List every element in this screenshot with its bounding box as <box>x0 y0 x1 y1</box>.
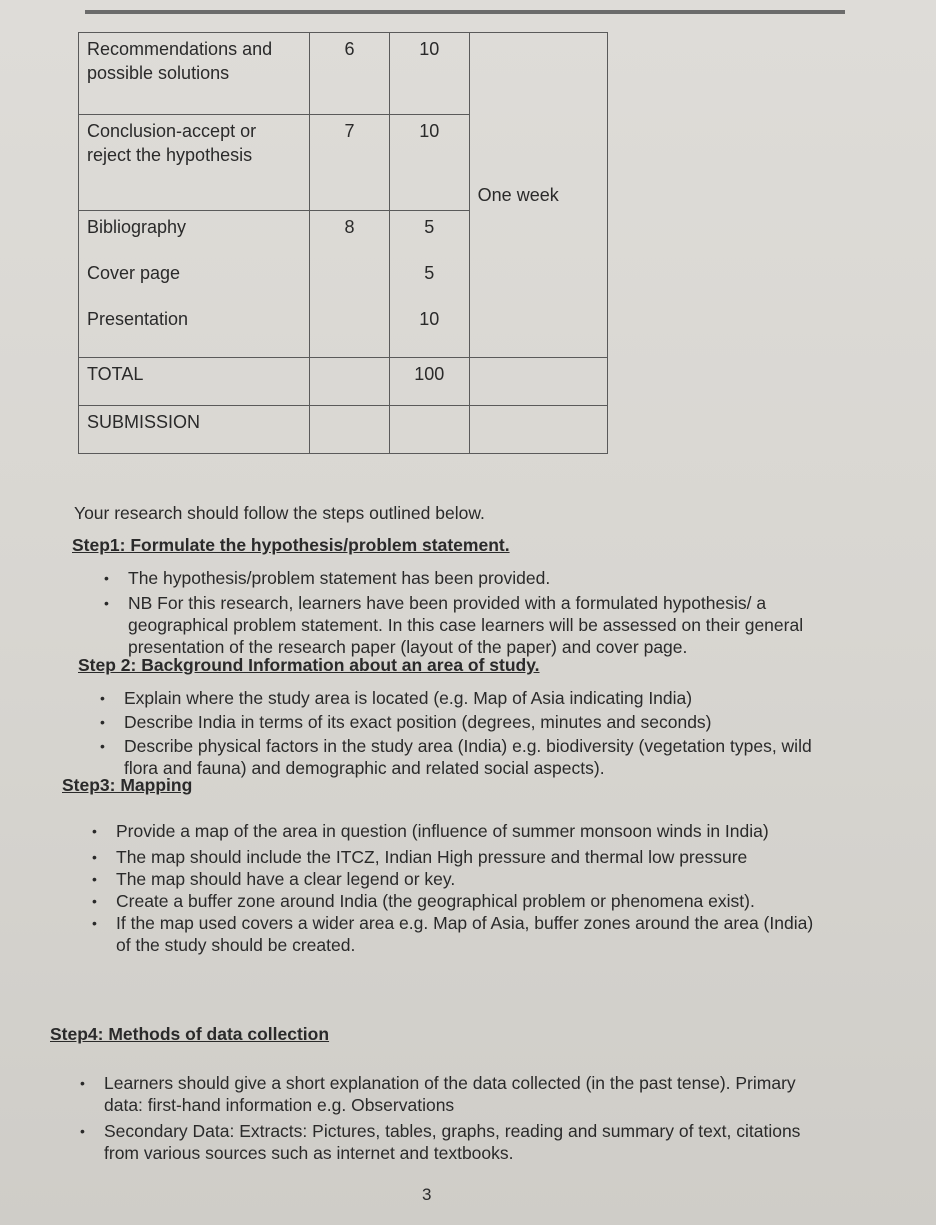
intro-text: Your research should follow the steps outlined below. <box>74 503 485 523</box>
list-item: Cover page <box>87 263 181 283</box>
table-cell-step: 7 <box>310 115 390 211</box>
bullet-icon: • <box>92 823 97 839</box>
table-row <box>79 33 608 115</box>
table-row <box>79 358 608 406</box>
table-cell-empty <box>469 406 607 454</box>
timeframe-cell: One week <box>469 33 607 358</box>
page-number: 3 <box>422 1185 432 1204</box>
table-cell-item: Conclusion-accept or reject the hypothesis <box>79 115 310 211</box>
bullet-icon: • <box>104 595 109 611</box>
list-item: Presentation <box>87 309 189 329</box>
list-item: • Learners should give a short explanation of the data collected (in the past tense). Primary data: first-hand information e.g. Observations <box>80 1073 796 1115</box>
list-item: Bibliography <box>87 217 187 237</box>
step2-list <box>100 687 814 779</box>
bullet-icon: • <box>92 915 97 931</box>
list-item: • Describe physical factors in the study area (India) e.g. biodiversity (vegetation types, wild flora and fauna) and demographic and related social aspects). <box>100 736 812 778</box>
step1-heading: Step1: Formulate the hypothesis/problem statement. <box>72 535 510 555</box>
step2-heading: Step 2: Background Information about an area of study. <box>78 655 540 675</box>
table-cell-marks <box>389 406 469 454</box>
table-cell-item: TOTAL <box>79 358 310 406</box>
list-item: • NB For this research, learners have been provided with a formulated hypothesis/ a geographical problem statement. In this case learners will be assessed on their general presentation of the research paper (layout of the paper) and cover page. <box>104 593 804 657</box>
bullet-icon: • <box>100 714 105 730</box>
table-cell-step <box>310 406 390 454</box>
list-item: • The map should include the ITCZ, Indian High pressure and thermal low pressure <box>92 847 748 867</box>
table-cell-marks: 10 <box>389 115 469 211</box>
table-cell-item-list <box>79 211 310 358</box>
list-item: • Provide a map of the area in question (influence of summer monsoon winds in India) <box>92 821 769 841</box>
table-cell-marks-list <box>389 211 469 358</box>
list-item: • Describe India in terms of its exact position (degrees, minutes and seconds) <box>100 712 712 732</box>
bullet-icon: • <box>92 893 97 909</box>
table-cell-item: Recommendations and possible solutions <box>79 33 310 115</box>
table-row <box>79 406 608 454</box>
list-item: • Explain where the study area is located (e.g. Map of Asia indicating India) <box>100 688 693 708</box>
list-item: 5 <box>424 263 435 283</box>
table-cell-step <box>310 358 390 406</box>
bullet-icon: • <box>80 1075 85 1091</box>
table-cell-step: 8 <box>310 211 390 358</box>
bullet-icon: • <box>92 871 97 887</box>
step3-heading: Step3: Mapping <box>62 775 193 795</box>
list-item: • If the map used covers a wider area e.g. Map of Asia, buffer zones around the area (India) of the study should be created. <box>92 913 814 955</box>
step3-list <box>92 820 816 956</box>
list-item: • Create a buffer zone around India (the geographical problem or phenomena exist). <box>92 891 755 911</box>
top-rule <box>85 10 845 14</box>
bullet-icon: • <box>92 849 97 865</box>
bullet-icon: • <box>100 690 105 706</box>
step4-list <box>80 1072 816 1164</box>
table-cell-item: SUBMISSION <box>79 406 310 454</box>
table-cell-step: 6 <box>310 33 390 115</box>
bullet-icon: • <box>80 1123 85 1139</box>
table-cell-marks: 100 <box>389 358 469 406</box>
list-item: • The hypothesis/problem statement has been provided. <box>104 568 551 588</box>
table-cell-empty <box>469 358 607 406</box>
step4-heading: Step4: Methods of data collection <box>50 1024 330 1044</box>
step1-list <box>104 567 818 658</box>
bullet-icon: • <box>100 738 105 754</box>
rubric-table <box>78 32 608 454</box>
table-cell-marks: 10 <box>389 33 469 115</box>
list-item: 5 <box>424 217 435 237</box>
list-item: • The map should have a clear legend or key. <box>92 869 456 889</box>
list-item: • Secondary Data: Extracts: Pictures, tables, graphs, reading and summary of text, citations from various sources such as internet and textbooks. <box>80 1121 801 1163</box>
bullet-icon: • <box>104 570 109 586</box>
list-item: 10 <box>419 309 440 329</box>
